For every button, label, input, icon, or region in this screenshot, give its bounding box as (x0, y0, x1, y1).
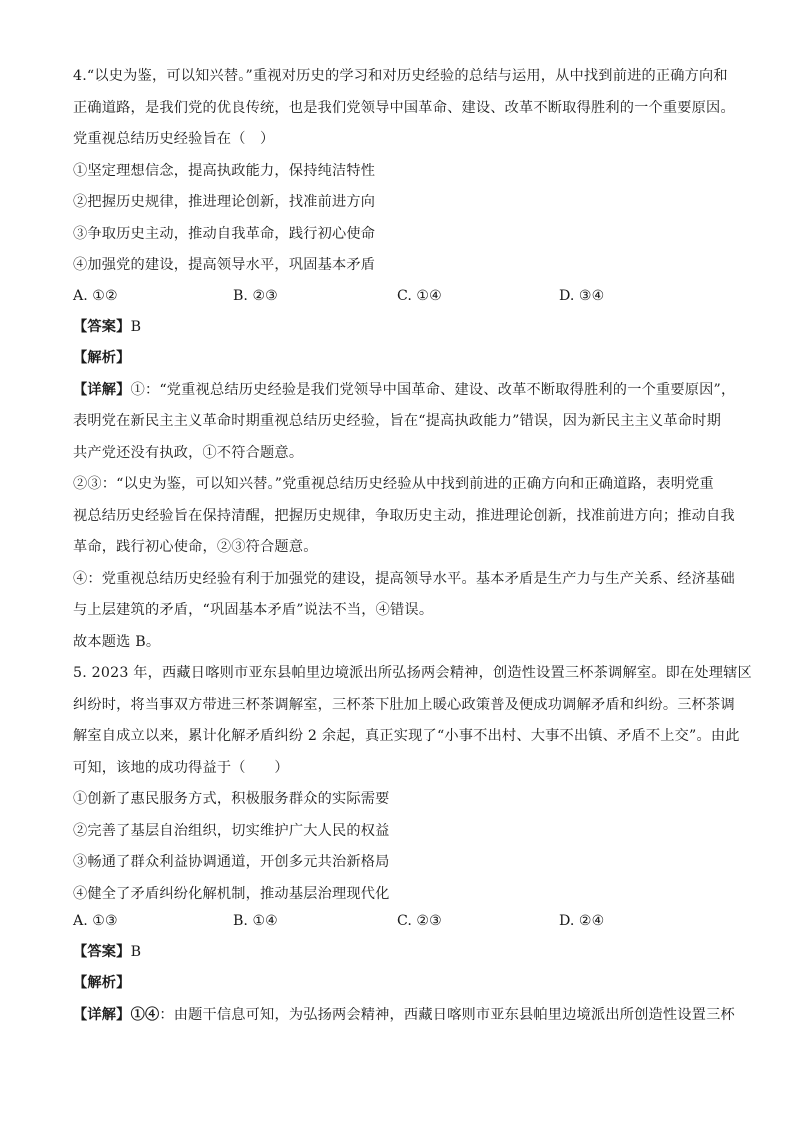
q4-answer (73, 317, 141, 337)
q5-analysis-label (73, 973, 131, 993)
q4-statement-2: ②把握历史规律，推进理论创新，找准前进方向 (73, 194, 376, 210)
q4-detail-label: 【详解】 (73, 382, 131, 398)
q5-stem-line-3: 解室自成立以来，累计化解矛盾纠纷 2 余起，真正实现了“小事不出村、大事不出镇、矛盾不上交”。由此 (73, 728, 740, 744)
q4-detail-text-1: ①：“党重视总结历史经验是我们党领导中国革命、建设、改革不断取得胜利的一个重要原因”， (130, 382, 736, 398)
q4-stem-line-1: 4.“以史为鉴，可以知兴替。”重视对历史的学习和对历史经验的总结与运用，从中找到前进的正确方向和 (73, 68, 728, 84)
q5-options (73, 911, 723, 931)
q4-detail-line-7: ④：党重视总结历史经验有利于加强党的建设，提高领导水平。基本矛盾是生产力与生产关系、经济基础 (73, 571, 735, 587)
q4-detail-line-6: 革命，践行初心使命，②③符合题意。 (73, 539, 318, 555)
q4-detail-line-3: 共产党还没有执政，①不符合题意。 (73, 445, 304, 461)
q5-statement-3: ③畅通了群众利益协调通道，开创多元共治新格局 (73, 854, 390, 870)
q5-analysis-heading: 【解析】 (73, 975, 131, 991)
q4-detail-line-2: 表明党在新民主主义革命时期重视总结历史经验，旨在“提高执政能力”错误，因为新民主主义革命时期 (73, 413, 721, 429)
q4-answer-label: 【答案】 (73, 319, 131, 335)
q5-statement-2: ②完善了基层自治组织，切实维护广大人民的权益 (73, 823, 390, 839)
q4-option-c: C. ①④ (397, 288, 442, 304)
q5-option-d: D. ②④ (559, 913, 605, 929)
q4-detail-line-8: 与上层建筑的矛盾，“巩固基本矛盾”说法不当，④错误。 (73, 602, 434, 618)
q4-options (73, 286, 723, 306)
q5-stem-line-4: 可知，该地的成功得益于（ ） (73, 760, 289, 776)
q4-answer-value: B (130, 319, 142, 335)
q5-option-c: C. ②③ (397, 913, 442, 929)
q4-stem-line-3: 党重视总结历史经验旨在（ ） (73, 131, 275, 147)
q4-option-a: A. ①② (73, 288, 118, 304)
q5-statement-4: ④健全了矛盾纠纷化解机制，推动基层治理现代化 (73, 886, 390, 902)
q4-option-b: B. ②③ (233, 288, 278, 304)
q4-detail-line-1 (73, 380, 735, 400)
q5-stem-line-2: 纠纷时，将当事双方带进三杯茶调解室，三杯茶下肚加上暖心政策普及便成功调解矛盾和纠纷。三杯茶调 (73, 697, 735, 713)
q5-answer-label: 【答案】 (73, 944, 131, 960)
q4-statement-1: ①坚定理想信念，提高执政能力，保持纯洁特性 (73, 163, 376, 179)
q5-answer-value: B (130, 944, 142, 960)
q5-stem-line-1: 5. 2023 年，西藏日喀则市亚东县帕里边境派出所弘扬两会精神，创造性设置三杯茶调解室。即在处理辖区 (73, 665, 752, 681)
q5-detail-marker: ①④ (130, 1007, 160, 1023)
q4-option-d: D. ③④ (559, 288, 605, 304)
q5-statement-1: ①创新了惠民服务方式，积极服务群众的实际需要 (73, 791, 390, 807)
q5-detail-label: 【详解】 (73, 1007, 131, 1023)
q5-answer (73, 942, 141, 962)
q5-detail-line-1 (73, 1005, 735, 1025)
q4-detail-line-9: 故本题选 B。 (73, 634, 161, 650)
q4-stem-line-2: 正确道路，是我们党的优良传统，也是我们党领导中国革命、建设、改革不断取得胜利的一个重要原因。 (73, 100, 735, 116)
q5-option-b: B. ①④ (233, 913, 278, 929)
q4-statement-4: ④加强党的建设，提高领导水平，巩固基本矛盾 (73, 257, 376, 273)
q5-detail-text: ：由题干信息可知，为弘扬两会精神，西藏日喀则市亚东县帕里边境派出所创造性设置三杯 (159, 1007, 735, 1023)
q4-detail-line-4: ②③：“以史为鉴，可以知兴替。”党重视总结历史经验从中找到前进的正确方向和正确道路，表明党重 (73, 476, 714, 492)
q4-analysis-label (73, 348, 131, 368)
q4-detail-line-5: 视总结历史经验旨在保持清醒，把握历史规律，争取历史主动，推进理论创新，找准前进方向；推动自我 (73, 508, 735, 524)
q5-option-a: A. ①③ (73, 913, 118, 929)
q4-statement-3: ③争取历史主动，推动自我革命，践行初心使命 (73, 226, 376, 242)
q4-analysis-heading: 【解析】 (73, 350, 131, 366)
